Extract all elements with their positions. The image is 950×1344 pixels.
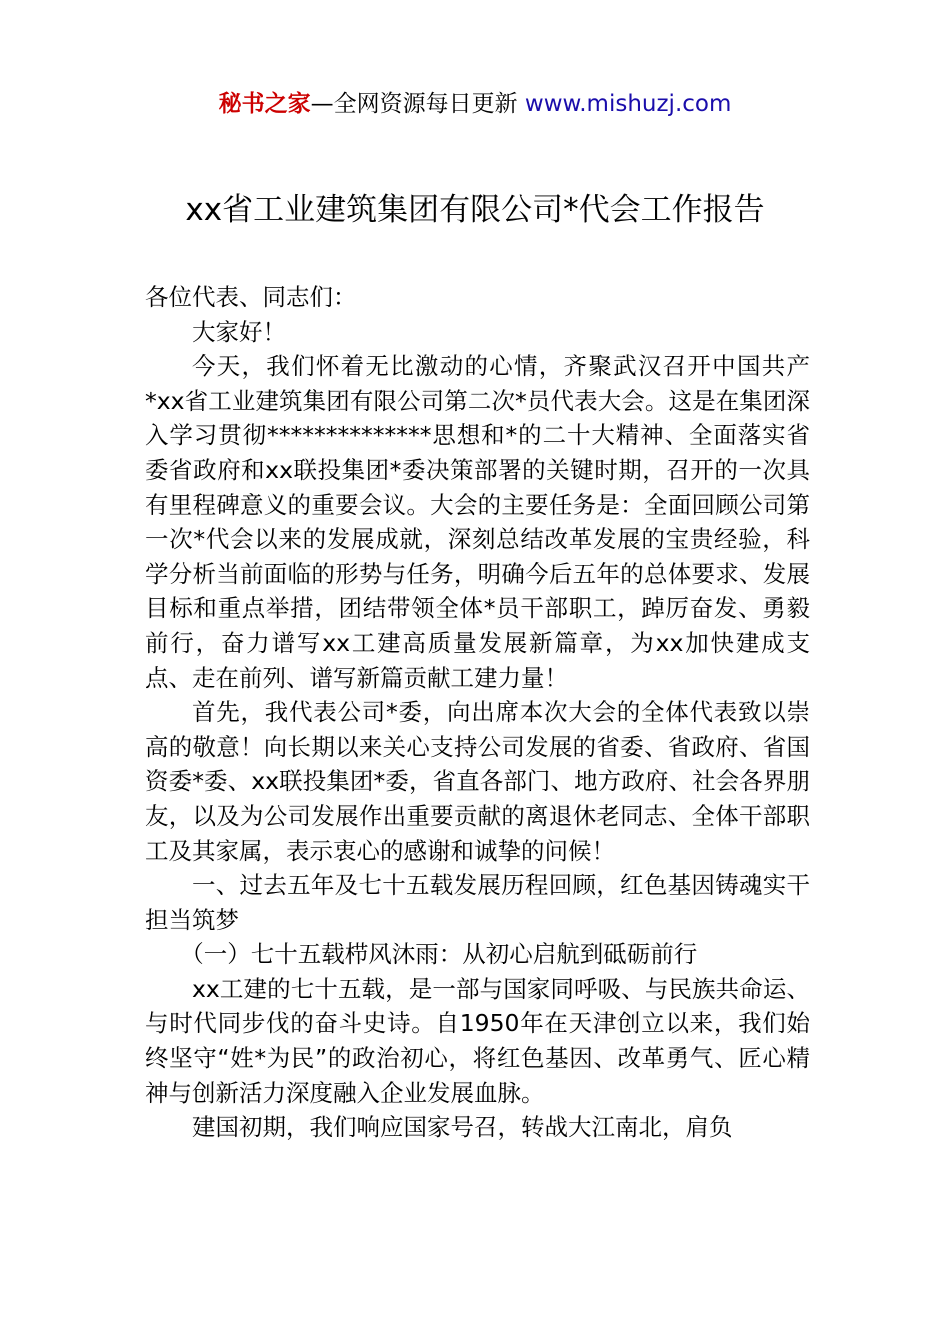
document-title: xx省工业建筑集团有限公司*代会工作报告 <box>185 192 765 228</box>
salutation: 各位代表、同志们： <box>145 283 357 311</box>
document-body <box>145 280 810 1145</box>
site-brand: 秘书之家 <box>218 91 311 117</box>
section-heading: 一、过去五年及七十五载发展历程回顾，红色基因铸魂实干担当筑梦 <box>145 871 810 934</box>
site-header <box>0 88 950 120</box>
greeting: 大家好！ <box>192 317 286 346</box>
body-paragraph-3: xx工建的七十五载，是一部与国家同呼吸、与民族共命运、与时代同步伐的奋斗史诗。自1950年在天津创立以来，我们始终坚守“姓*为民”的政治初心，将红色基因、改革勇气、匠心精神与创新活力深度融入企业发展血脉。 <box>145 974 810 1107</box>
body-paragraph-2: 首先，我代表公司*委，向出席本次大会的全体代表致以崇高的敬意！向长期以来关心支持公司发展的省委、省政府、省国资委*委、xx联投集团*委，省直各部门、地方政府、社会各界朋友，以及为公司发展作出重要贡献的离退休老同志、全体干部职工及其家属，表示衷心的感谢和诚挚的问候！ <box>145 698 810 865</box>
site-tagline: —全网资源每日更新 <box>310 91 518 117</box>
body-paragraph-4: 建国初期，我们响应国家号召，转战大江南北，肩负 <box>192 1113 733 1142</box>
site-url-link[interactable]: www.mishuzj.com <box>524 91 732 117</box>
sub-heading: （一）七十五载栉风沐雨：从初心启航到砥砺前行 <box>180 940 698 969</box>
body-paragraph-1: 今天，我们怀着无比激动的心情，齐聚武汉召开中国共产*xx省工业建筑集团有限公司第二次*员代表大会。这是在集团深入学习贯彻**************思想和*的二十大精神、全面落实省委省政府和xx联投集团*委决策部署的关键时期，召开的一次具有里程碑意义的重要会议。大会的主要任务是：全面回顾公司第一次*代会以来的发展成就，深刻总结改革发展的宝贵经验，科学分析当前面临的形势与任务，明确今后五年的总体要求、发展目标和重点举措，团结带领全体*员干部职工，踔厉奋发、勇毅前行，奋力谱写xx工建高质量发展新篇章，为xx加快建成支点、走在前列、谱写新篇贡献工建力量！ <box>145 352 810 692</box>
